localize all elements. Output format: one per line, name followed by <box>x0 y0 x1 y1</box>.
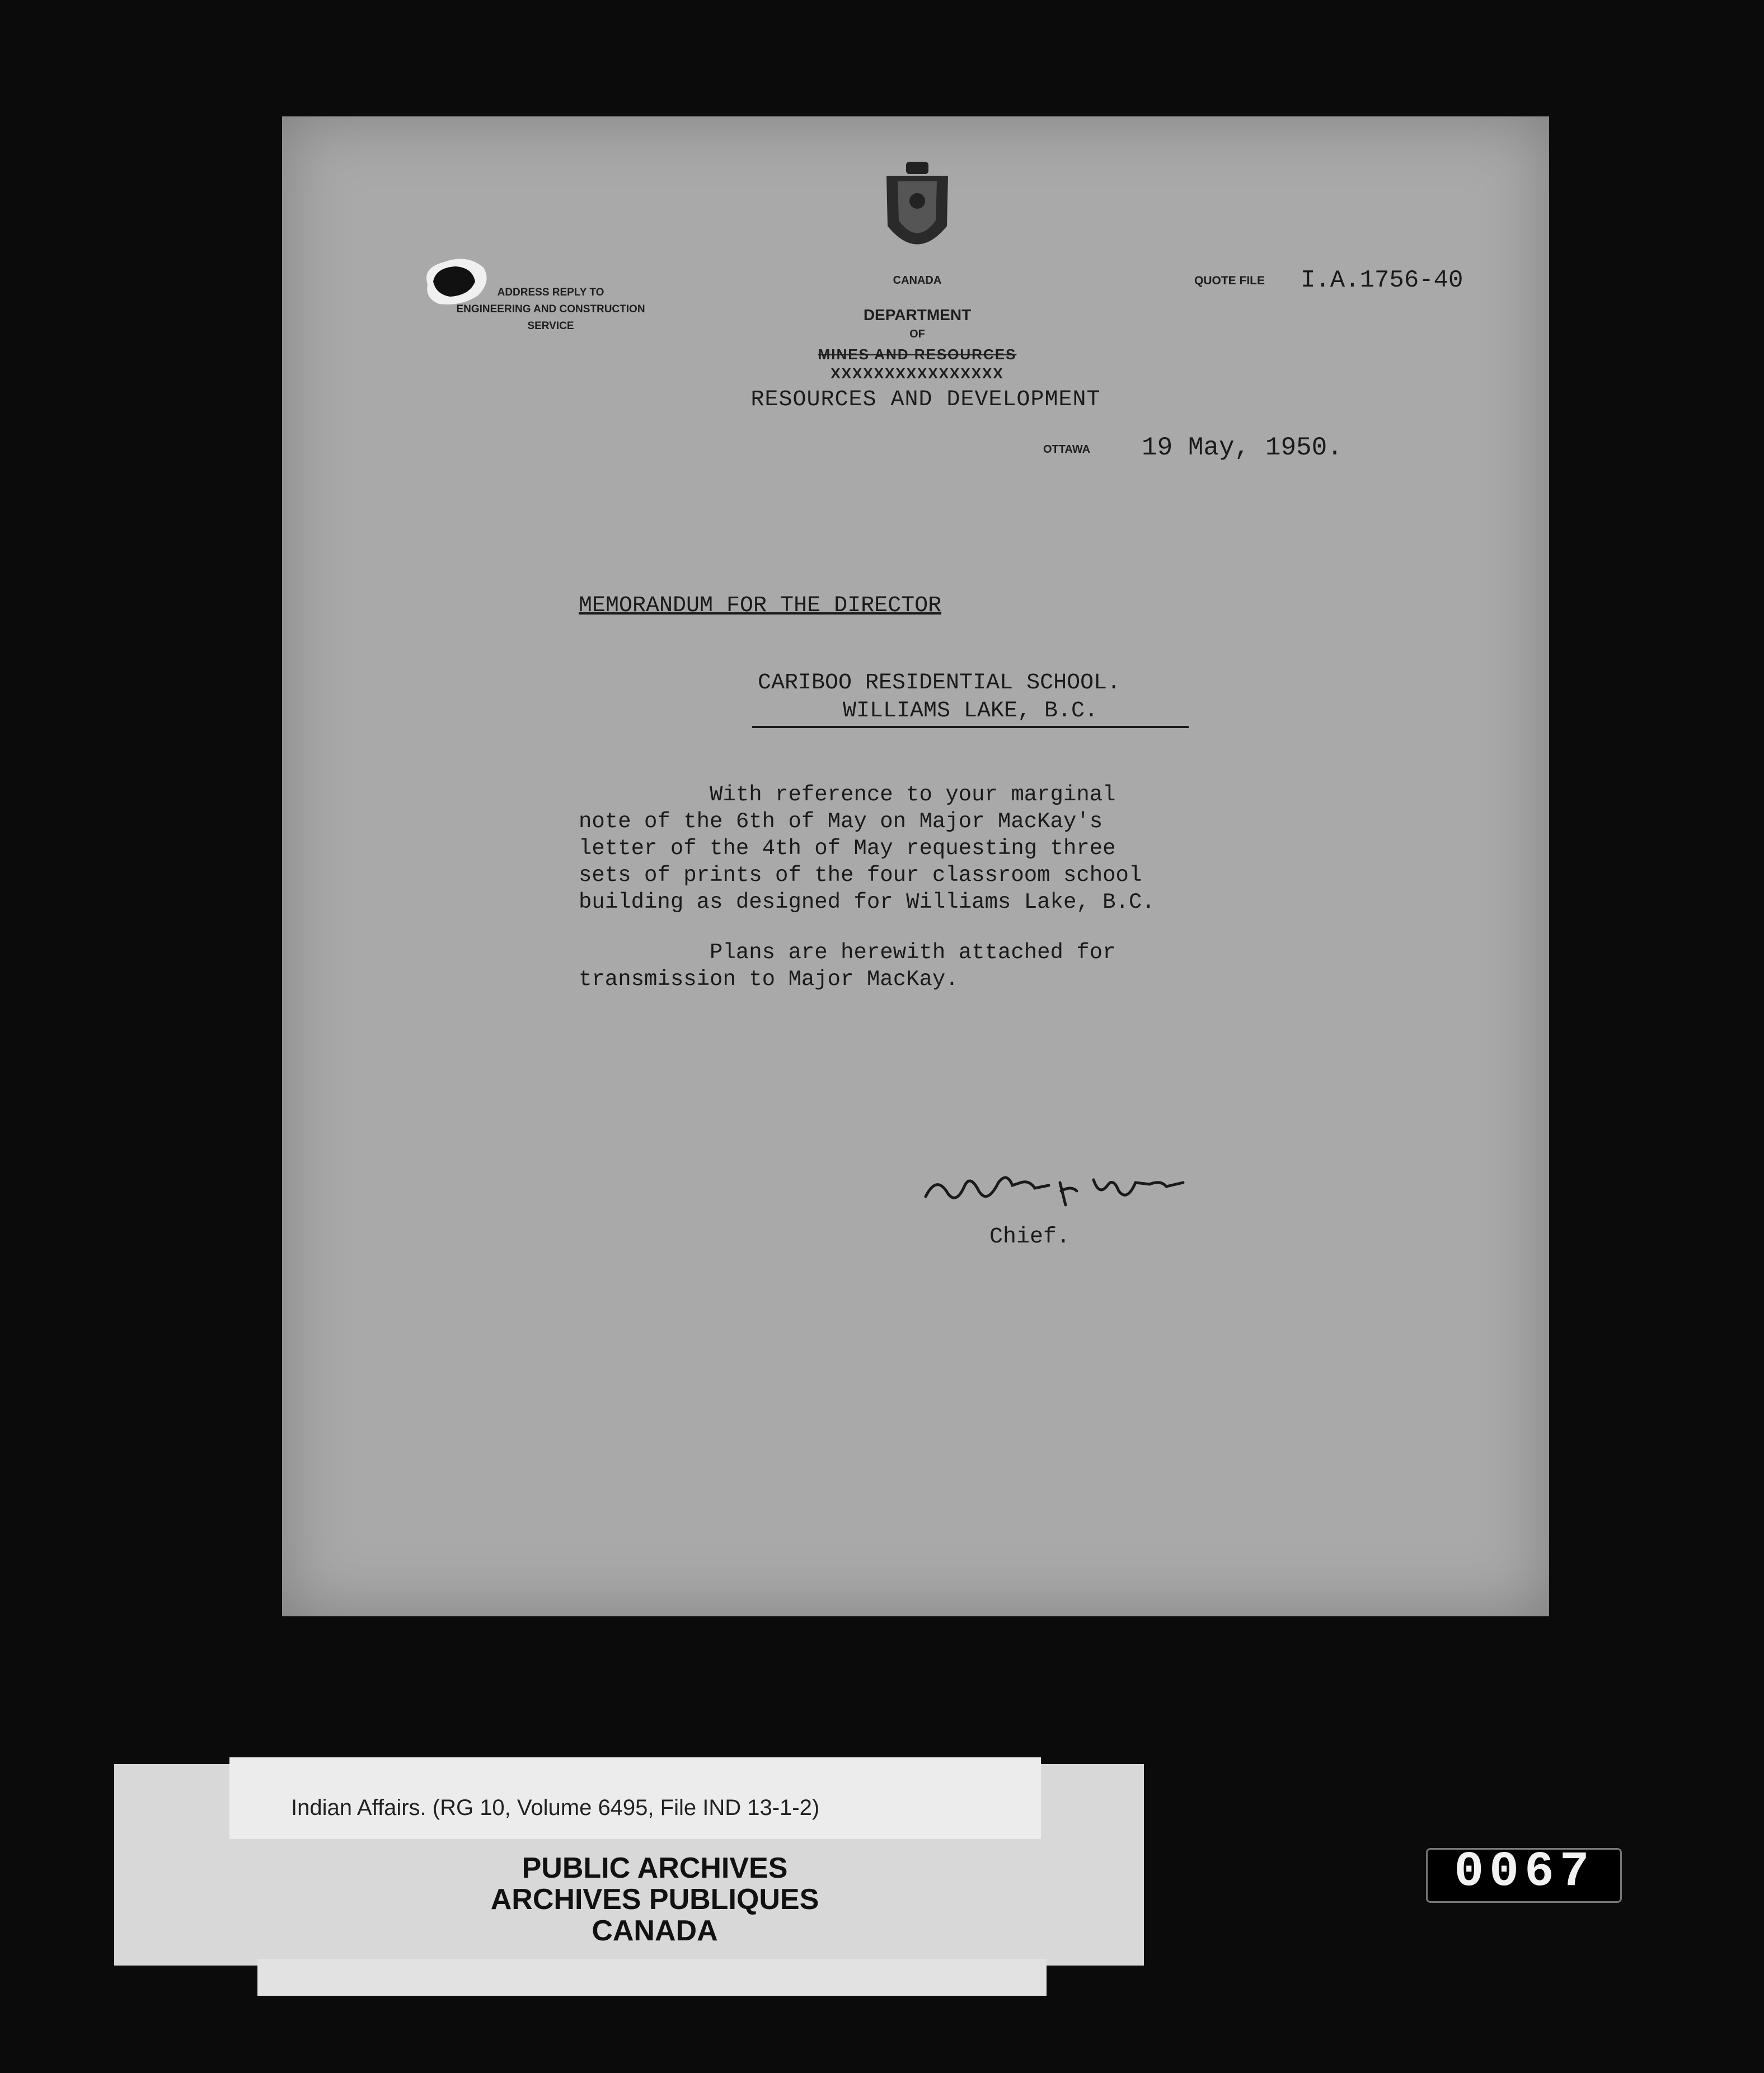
canada-coat-of-arms-icon <box>875 159 959 265</box>
quote-file-label: QUOTE FILE <box>1194 274 1265 287</box>
struck-line: MINES AND RESOURCES <box>818 346 1017 363</box>
struck-department-names <box>797 345 1038 383</box>
place-label: OTTAWA <box>1043 443 1091 456</box>
public-archives-stamp <box>425 1852 884 1947</box>
address-reply-line: ENGINEERING AND CONSTRUCTION <box>456 303 645 315</box>
struck-line: XXXXXXXXXXXXXXXX <box>831 365 1004 382</box>
archive-label-bottom-strip <box>257 1959 1047 1996</box>
memo-paragraph-1: With reference to your marginal note of the 6th of May on Major MacKay's letter of the 4th of May requesting three sets of prints of the four classroom school building as designed for Williams Lake, B.C. <box>579 782 1155 914</box>
memo-page <box>282 116 1549 1616</box>
signoff-title: Chief. <box>989 1225 1071 1250</box>
memo-date: 19 May, 1950. <box>1142 433 1343 462</box>
address-reply-line: SERVICE <box>527 320 574 332</box>
department-block <box>797 306 1038 344</box>
memo-heading: MEMORANDUM FOR THE DIRECTOR <box>579 593 942 618</box>
subject-line-1: CARIBOO RESIDENTIAL SCHOOL. <box>758 670 1121 696</box>
archive-line: PUBLIC ARCHIVES <box>522 1852 788 1884</box>
subject-line-2: WILLIAMS LAKE, B.C. <box>752 698 1189 728</box>
handwritten-signature <box>914 1152 1205 1225</box>
department-name: RESOURCES AND DEVELOPMENT <box>750 387 1101 412</box>
country-label: CANADA <box>893 274 942 287</box>
memo-paragraph-2: Plans are herewith attached for transmission to Major MacKay. <box>579 940 1116 992</box>
archive-line: CANADA <box>592 1915 718 1947</box>
department-of-line: OF <box>909 328 925 340</box>
quote-file-number: I.A.1756-40 <box>1301 266 1463 294</box>
archive-reference: Indian Affairs. (RG 10, Volume 6495, File IND 13-1-2) <box>291 1795 820 1820</box>
department-line: DEPARTMENT <box>863 306 972 323</box>
archive-line: ARCHIVES PUBLIQUES <box>490 1883 819 1916</box>
address-reply-block <box>439 284 663 335</box>
address-reply-line: ADDRESS REPLY TO <box>497 287 604 298</box>
frame-number: 0067 <box>1454 1845 1595 1900</box>
